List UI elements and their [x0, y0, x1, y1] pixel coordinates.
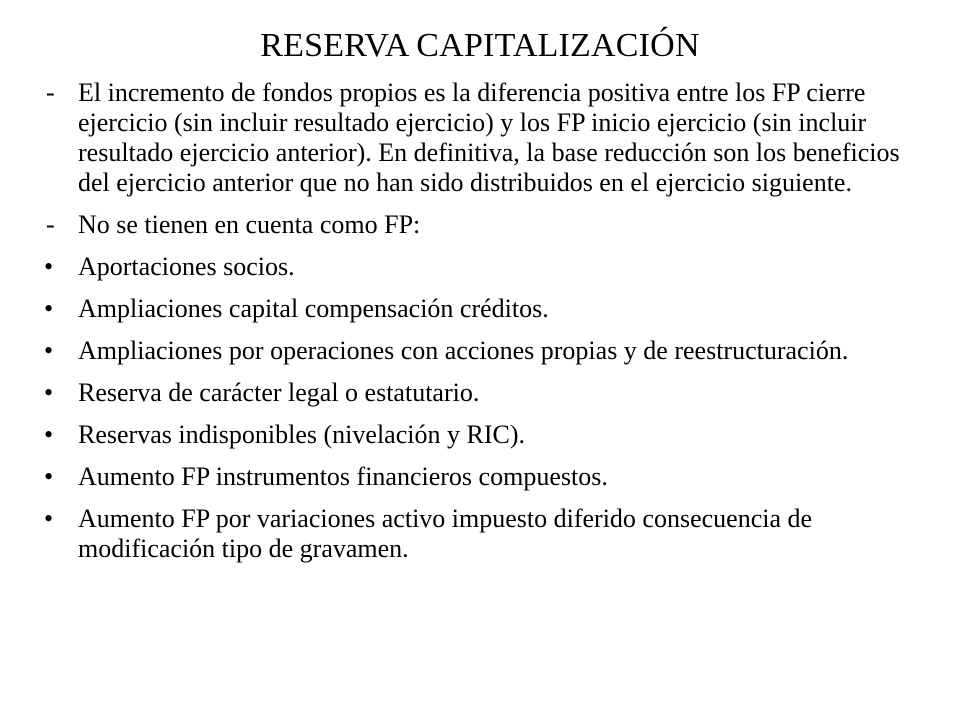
bullet-icon: • — [44, 294, 54, 323]
slide-title: RESERVA CAPITALIZACIÓN — [260, 27, 700, 64]
list-item-text: El incremento de fondos propios es la diferencia positiva entre los FP cierre ejercicio (sin incluir resultado ejercicio) y los FP inicio ejercicio (sin incluir resultado ejercicio anterior). En definitiva, la base reducción son los beneficios del ejercicio anterior que no han sido distribuidos en el ejercicio siguiente. — [78, 78, 900, 197]
list-item-text: Aumento FP por variaciones activo impuesto diferido consecuencia de modificación tipo de gravamen. — [78, 504, 813, 563]
list-item — [40, 210, 930, 240]
bullet-icon: • — [44, 462, 54, 491]
list-item-text: Aportaciones socios. — [78, 252, 295, 281]
list-item — [40, 420, 930, 450]
bullet-icon: • — [44, 336, 54, 365]
list-item — [40, 462, 930, 492]
list-item-text: Aumento FP instrumentos financieros compuestos. — [78, 462, 608, 491]
list-item-text: Reservas indisponibles (nivelación y RIC). — [78, 420, 525, 449]
list-item — [40, 294, 930, 324]
bullet-icon: • — [44, 420, 54, 449]
bullet-icon: • — [44, 378, 54, 407]
list-item — [40, 378, 930, 408]
list-item — [40, 504, 930, 564]
list-item-text: Ampliaciones por operaciones con acciones propias y de reestructuración. — [78, 336, 849, 365]
list-item — [40, 252, 930, 282]
bullet-icon: • — [44, 504, 54, 533]
bullet-icon: • — [44, 252, 54, 281]
dash-marker: - — [46, 210, 55, 239]
list-item-text: No se tienen en cuenta como FP: — [78, 210, 421, 239]
dash-marker: - — [46, 78, 55, 107]
list-item — [40, 336, 930, 366]
list-item-text: Reserva de carácter legal o estatutario. — [78, 378, 480, 407]
list-item — [40, 78, 930, 198]
list-item-text: Ampliaciones capital compensación créditos. — [78, 294, 549, 323]
slide-content — [40, 78, 930, 576]
